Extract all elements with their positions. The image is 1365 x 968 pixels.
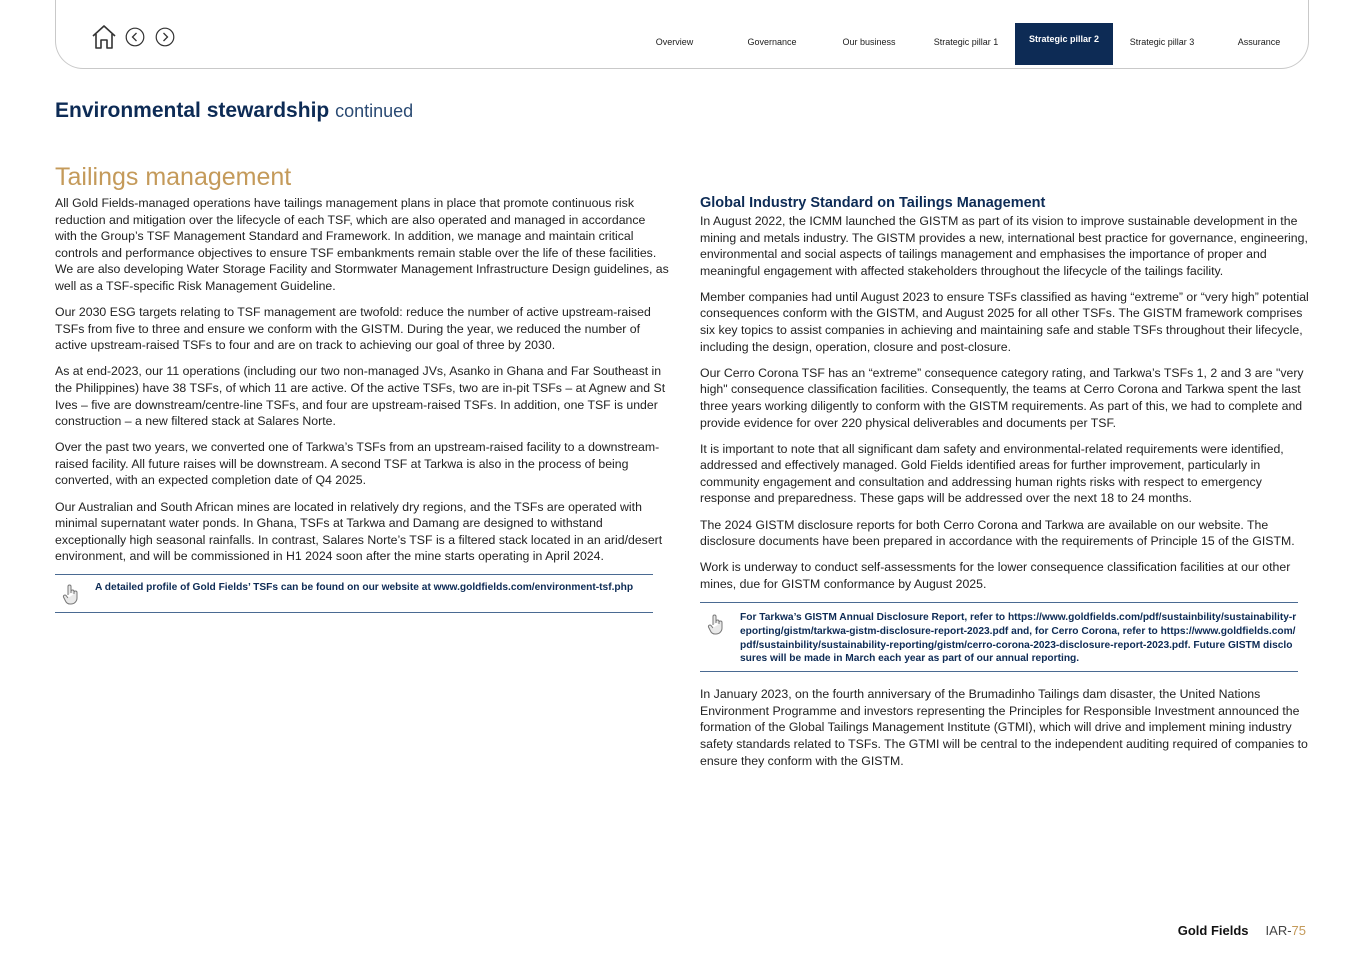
paragraph: In August 2022, the ICMM launched the GISTM as part of its vision to improve sustainable development in the mining and metals industry. The GISTM provides a new, international best practice for governance, engineering, environmental and social aspects of tailings management and emphasises the importance of proper and meaningful engagement with affected stakeholders throughout the lifecycle of the tailings facility. [700,214,1308,278]
forward-arrow-icon[interactable] [155,27,175,47]
tab-overview[interactable]: Overview [655,36,694,47]
paragraph: Over the past two years, we converted one of Tarkwa’s TSFs from an upstream-raised facility to a downstream-raised facility. All future raises will be downstream. A second TSF at Tarkwa is also in the process of being converted, with an expected completion date of Q4 2025. [55,440,660,488]
tsf-profile-callout [55,574,653,613]
tab-assurance[interactable]: Assurance [1237,36,1281,47]
paragraph: Our 2030 ESG targets relating to TSF management are twofold: reduce the number of active upstream-raised TSFs from five to three and ensure we conform with the GISTM. During the year, we reduced the number of active upstream-raised TSFs to four and are on track to achieving our goal of three by 2030. [55,305,651,353]
left-column [55,195,669,613]
paragraph: As at end-2023, our 11 operations (including our two non-managed JVs, Asanko in Ghana and Far Southeast in the Philippines) have 38 TSFs, of which 11 are active. Of the active TSFs, two are in-pit TSFs – at Agnew and St Ives – five are downstream/centre-line TSFs, and four are upstream-raised TSFs. In addition, one TSF is under construction – a new filtered stack at Salares Norte. [55,364,666,429]
right-column [700,195,1312,779]
paragraph: Our Cerro Corona TSF has an “extreme” consequence category rating, and Tarkwa’s TSFs 1, 2 and 3 are "very high" consequence classification facilities. Consequently, the teams at Cerro Corona and Tarkwa spent the last three years working diligently to conform with the GISTM requirements. As part of this, we had to complete and provide evidence for over 220 physical deliverables and documents per TSF. [700,365,1304,430]
gistm-disclosure-links[interactable]: For Tarkwa’s GISTM Annual Disclosure Report, refer to https://www.goldfields.com/pdf/sustainbility/sustainability-reporting/gistm/tarkwa-gistm-disclosure-report-2023.pdf and, for Cerro Corona, refer to https://www.goldfields.com/pdf/sustainbility/sustainability-reporting/gistm/cerro-corona-2023-disclosure-report-2023.pdf. Future GISTM disclosures will be made in March each year as part of our annual reporting. [740,612,1297,665]
paragraph: In January 2023, on the fourth anniversary of the Brumadinho Tailings dam disaster, the United Nations Environment Programme and investors representing the Principles for Responsible Investment announced the formation of the Global Tailings Management Institute (GTMI), which will drive and implement mining industry safety standards related to TSFs. The GTMI will be central to the independent auditing required of companies to ensure they conform with the GISTM. [700,687,1308,768]
paragraph: Member companies had until August 2023 to ensure TSFs classified as having “extreme” or “very high” potential consequences conform with the GISTM, and August 2025 for all other TSFs. The GISTM framework comprises six key topics to assist companies in achieving and maintaining safe and stable TSFs throughout their lifecycle, including the design, operation, closure and post-closure. [700,289,1309,354]
paragraph: Our Australian and South African mines are located in relatively dry regions, and the TSFs are operated with minimal supernatant water ponds. In Ghana, TSFs at Tarkwa and Damang are designed to withstand exceptionally high seasonal rainfalls. In contrast, Salares Norte’s TSF is a filtered stack located in an arid/desert environment, and will be commissioned in H1 2024 soon after the mine starts operating in April 2024. [55,499,663,564]
paragraph: The 2024 GISTM disclosure reports for both Cerro Corona and Tarkwa are available on our website. The disclosure documents have been prepared in accordance with the requirements of Principle 15 of the GISTM. [700,517,1295,549]
tab-strategic-pillar-2[interactable]: Strategic pillar 2 [1015,23,1113,65]
paragraph: It is important to note that all significant dam safety and environmental-related requirements were identified, addressed and effectively managed. Gold Fields identified areas for further improvement, particularly in community engagement and consultation and addressing human rights risks with respect to emergency response and preparedness. These gaps will be addressed over the next 18 to 24 months. [700,441,1284,506]
back-arrow-icon[interactable] [125,27,145,47]
gistm-disclosure-callout [700,602,1298,672]
page-footer [1178,923,1306,938]
tab-governance[interactable]: Governance [747,36,797,47]
page-number [1266,923,1306,938]
page-number-value: 75 [1291,923,1306,938]
tab-strategic-pillar-3[interactable]: Strategic pillar 3 [1129,36,1195,47]
tsf-profile-link[interactable]: A detailed profile of Gold Fields’ TSFs can be found on our website at www.goldfields.com/environment-tsf.php [95,582,634,594]
section-tabs [626,23,1307,65]
tab-strategic-pillar-1[interactable]: Strategic pillar 1 [933,36,999,47]
tab-our-business[interactable]: Our business [842,36,896,47]
pointer-hand-icon [706,613,732,640]
gistm-subtitle: Global Industry Standard on Tailings Management [700,195,1046,211]
footer-brand: Gold Fields [1177,923,1249,938]
pointer-hand-icon [61,583,87,610]
page-number-prefix: IAR- [1265,923,1292,938]
paragraph: Work is underway to conduct self-assessments for the lower consequence classification facilities at our other mines, due for GISTM conformance by August 2025. [700,560,1291,591]
page-title-suffix: continued [335,101,414,121]
top-nav-bar [55,0,1309,69]
page-title [55,99,413,123]
page-title-main: Environmental stewardship [55,99,330,122]
section-title: Tailings management [55,163,292,191]
paragraph: All Gold Fields-managed operations have tailings management plans in place that promote continuous risk reduction and mitigation over the lifecycle of each TSF, which are also operated and managed in accordance with the Group’s TSF Management Standard and Framework. In addition, we manage and maintain critical controls and performance objectives to ensure TSF embankments remain stable over the life of these facilities. We are also developing Water Storage Facility and Stormwater Management Infrastructure Design guidelines, as well as a TSF-specific Risk Management Guideline. [55,196,669,293]
nav-icon-group [91,24,175,50]
home-icon[interactable] [91,24,117,50]
